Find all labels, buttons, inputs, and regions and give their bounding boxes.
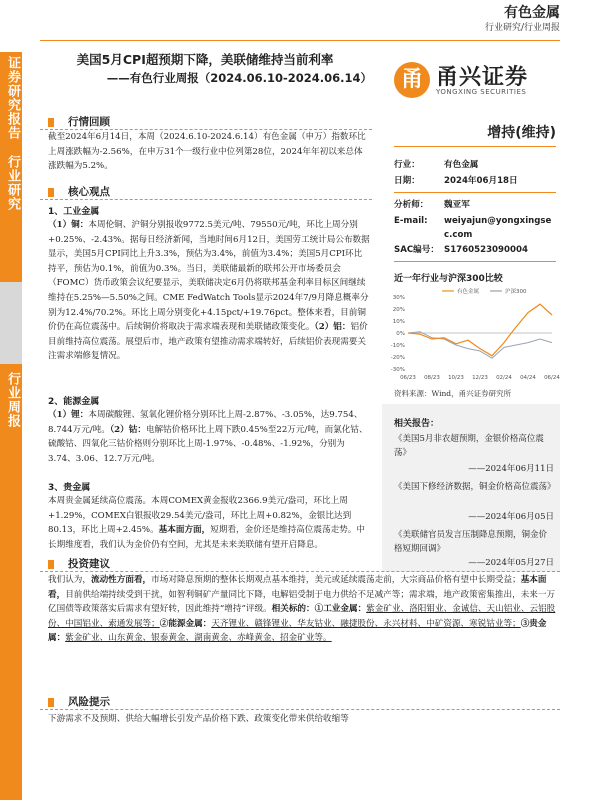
email-value-cont[interactable]: c.com bbox=[444, 230, 473, 240]
report-title: 美国5月CPI超预期下降，美联储维持当前利率 bbox=[76, 52, 334, 67]
x-tick-label: 06/23 bbox=[400, 375, 416, 381]
core-p1-aluminum-text: 铝价目前维持高位震荡。展望后市，地产政策有望推动需求端转好，后续铝价表现需要关注需求端修复情况。 bbox=[48, 322, 368, 362]
section-risk-header bbox=[48, 694, 110, 709]
y-tick-label: -20% bbox=[390, 355, 405, 361]
analyst-row bbox=[394, 198, 470, 212]
section-advice-header bbox=[48, 556, 110, 571]
series-line-nonferrous bbox=[408, 304, 552, 356]
industry-value: 有色金属 bbox=[444, 160, 479, 170]
section-divider bbox=[40, 709, 560, 710]
section-market-header bbox=[48, 114, 110, 129]
section-marker bbox=[48, 698, 54, 707]
core-p1-a: （1） bbox=[48, 220, 72, 230]
core-energy-text bbox=[48, 408, 370, 466]
y-tick-label: 10% bbox=[392, 319, 405, 325]
core-p2-cobalt: （2）钴： bbox=[109, 424, 146, 435]
x-axis-ticks bbox=[400, 375, 560, 381]
section-core-header bbox=[48, 184, 110, 199]
advice-t3: 市场对降息预期的整体长期观点基本维持，美元或延续震荡走前，大宗商品价格有望中长期受益； bbox=[151, 575, 521, 585]
advice-t1: 我们认为， bbox=[48, 575, 91, 585]
advice-related: 相关标的：①工业金属： bbox=[271, 604, 367, 615]
advice-precious-stocks: 紫金矿业、山东黄金、银泰黄金、湖南黄金、赤峰黄金、招金矿业等。 bbox=[65, 633, 332, 644]
related-report-1-date: ——2024年06月11日 bbox=[468, 464, 554, 474]
core-p1-aluminum: （2）铝： bbox=[314, 322, 351, 333]
core-p3-fundamental: 基本面方面， bbox=[158, 525, 211, 536]
series-line-hs300 bbox=[408, 332, 552, 358]
section-advice-title: 投资建议 bbox=[68, 558, 110, 570]
section-divider bbox=[40, 571, 560, 572]
sac-label: SAC编号： bbox=[394, 245, 439, 255]
related-report-2-date: ——2024年06月05日 bbox=[468, 512, 554, 522]
email-row bbox=[394, 214, 551, 228]
chart-legend bbox=[442, 287, 527, 295]
legend-label: 有色金属 bbox=[457, 289, 480, 295]
core-industrial-text bbox=[48, 218, 370, 364]
core-precious-text bbox=[48, 494, 370, 552]
core-p3-outlook: 短期看，金价还是维持高位震荡走势。中长期维度看，我们认为金价仍有空间，尤其是未来美联储有望开启降息。 bbox=[48, 525, 365, 550]
logo-mark: 甬 bbox=[394, 62, 430, 98]
section-market-title: 行情回顾 bbox=[68, 116, 110, 128]
analyst-name: 魏亚军 bbox=[444, 200, 470, 210]
sidebar-mid-band bbox=[0, 282, 22, 364]
legend-label: 沪深300 bbox=[505, 289, 527, 295]
sidebar-bottom-band bbox=[0, 364, 22, 800]
core-p3-text: 本周贵金属延续高位震荡。本周COMEX黄金报收2366.9美元/盎司，环比上周+1.29%，COMEX白银报收29.54美元/盎司，环比上周+0.82%，金银比达到80.13，环比上周+2.45%。 bbox=[48, 496, 352, 536]
header-report-type: 行业研究/行业周报 bbox=[484, 23, 560, 33]
core-subhead-energy: 2、能源金属 bbox=[48, 397, 100, 407]
core-p2-lithium-text: 本周碳酸锂、氢氧化锂价格分别环比上周-2.87%、-3.05%，达9.754、8.744万元/吨。 bbox=[48, 410, 363, 435]
header-divider bbox=[40, 40, 560, 41]
advice-t5: 目前供给端持续受到干扰，如智利铜矿产量同比下降，电解铝受制于电力供给不足减产等；需求端，地产政策密集推出，未来一万亿国债等政策落实后需求有望好转，因此维持“增持”评级。 bbox=[48, 589, 556, 615]
section-marker bbox=[48, 560, 54, 569]
related-reports-title: 相关报告： bbox=[394, 419, 440, 429]
y-tick-label: -10% bbox=[390, 343, 405, 349]
risk-text: 下游需求不及预期、供给大幅增长引发产品价格下跌、政策变化带来供给收缩等 bbox=[48, 714, 349, 724]
date-label: 日期： bbox=[394, 176, 420, 186]
advice-liquidity: 流动性方面看， bbox=[90, 575, 152, 585]
x-tick-label: 12/23 bbox=[472, 375, 488, 381]
info-divider bbox=[394, 192, 556, 193]
chart-source: 资料来源：Wind，甬兴证券研究所 bbox=[394, 389, 512, 398]
y-tick-label: -30% bbox=[390, 367, 405, 373]
x-tick-label: 02/24 bbox=[496, 375, 512, 381]
section-core-title: 核心观点 bbox=[68, 186, 110, 198]
advice-fundamental: 基本面看， bbox=[48, 575, 547, 600]
core-p2-cobalt-text: 电解钴价格环比上周下跌0.45%至22万元/吨，而氯化钴、硫酸钴、四氧化三钴价格则分别环比上周-1.97%、-0.48%、-1.92%，分别为3.74、3.06、12.7万元/吨。 bbox=[48, 424, 368, 464]
chart-top-divider bbox=[394, 261, 556, 262]
core-p1-copper: 铜： bbox=[71, 220, 89, 230]
y-tick-label: 20% bbox=[392, 307, 405, 313]
core-subhead-precious: 3、贵金属 bbox=[48, 483, 91, 493]
sidebar-label-research-report: 证券研究报告 bbox=[5, 56, 20, 140]
advice-energy-stocks: 天齐锂业、赣锋锂业、华友钴业、融捷股份、永兴材料、中矿资源、寒锐钴业等； bbox=[211, 618, 521, 629]
core-p1-copper-text: 本周伦铜、沪铜分别报收9772.5美元/吨、79550元/吨，环比上周分别+0.25%、-2.43%。据每日经济新闻，当地时间6月12日，美国劳工统计局公布数据显示，美国5月CPI同比上升3.3%，预估为3.4%，前值为3.4%；美国5月CPI环比持平，预估为0.1%，前值为0.3%。当日，美联储最新的联邦公开市场委员会（FOMC）货币政策会议纪要显示，美联储决定6月仍将联邦基金利率目标区间继续维持在5.25%—5.50%之间。CME FedWatch Tools显示2024年7/9月降息概率分别为12.4%/70.2%。环比上周分别变化+4.15pct/+19.76pct。整体来看，目前铜价仍在高位震荡中。后续铜价将取决于需求端表现和美联储政策变化。 bbox=[48, 220, 370, 333]
comparison-chart bbox=[382, 285, 560, 385]
related-report-2[interactable]: 《美国下修经济数据，铜金价格高位震荡》 bbox=[394, 482, 556, 492]
core-p2-lithium: （1）锂： bbox=[48, 410, 89, 420]
rating-divider bbox=[394, 146, 556, 147]
sidebar-label-weekly: 行业周报 bbox=[5, 372, 20, 428]
email-value[interactable]: weiyajun@yongxingse bbox=[444, 216, 552, 226]
advice-industrial-stocks: 紫金矿业、洛阳钼业、金诚信、天山铝业、云铝股份、中国铝业、索通发展等； bbox=[48, 604, 556, 629]
section-marker bbox=[48, 118, 54, 127]
market-review-text: 截至2024年6月14日，本周（2024.6.10-2024.6.14）有色金属（申万）指数环比上周涨跌幅为-2.56%，在申万31个一级行业中位列第28位，2024年年初以来总体涨跌幅为5.2%。 bbox=[48, 132, 366, 172]
y-tick-label: 30% bbox=[392, 295, 405, 301]
related-report-1[interactable]: 《美国5月非农超预期，金银价格高位震荡》 bbox=[394, 434, 544, 458]
section-divider bbox=[40, 199, 372, 200]
logo-name-cn: 甬兴证券 bbox=[436, 65, 529, 90]
email-label: E-mail: bbox=[394, 216, 428, 226]
sac-row bbox=[394, 243, 528, 257]
y-axis bbox=[391, 295, 405, 373]
core-subhead-industrial: 1、工业金属 bbox=[48, 207, 100, 217]
x-tick-label: 04/24 bbox=[520, 375, 536, 381]
chart-title: 近一年行业与沪深300比较 bbox=[394, 274, 503, 284]
sac-value: S1760523090004 bbox=[444, 245, 528, 255]
section-marker bbox=[48, 188, 54, 197]
x-tick-label: 06/24 bbox=[544, 375, 560, 381]
date-value: 2024年06月18日 bbox=[444, 176, 518, 186]
header-industry: 有色金属 bbox=[504, 5, 560, 21]
rating: 增持(维持) bbox=[487, 125, 556, 141]
related-report-3-date: ——2024年05月27日 bbox=[468, 558, 554, 568]
x-tick-label: 10/23 bbox=[448, 375, 464, 381]
date-row bbox=[394, 174, 518, 188]
y-tick-label: 0% bbox=[396, 331, 405, 337]
report-subtitle: ——有色行业周报（2024.06.10-2024.06.14） bbox=[106, 71, 372, 85]
logo-name-en: YONGXING SECURITIES bbox=[436, 88, 527, 96]
related-report-3[interactable]: 《美联储官员发言压制降息预期，铜金价格短期回调》 bbox=[394, 530, 548, 554]
section-risk-title: 风险提示 bbox=[68, 696, 110, 708]
x-tick-label: 08/23 bbox=[424, 375, 440, 381]
industry-row bbox=[394, 158, 478, 172]
advice-precious-label: ③贵金属： bbox=[48, 618, 547, 644]
advice-energy-label: ②能源金属： bbox=[159, 618, 212, 629]
industry-label: 行业： bbox=[394, 160, 420, 170]
sidebar-label-industry-research: 行业研究 bbox=[5, 155, 20, 211]
analyst-label: 分析师： bbox=[394, 200, 429, 210]
advice-text bbox=[48, 573, 560, 646]
